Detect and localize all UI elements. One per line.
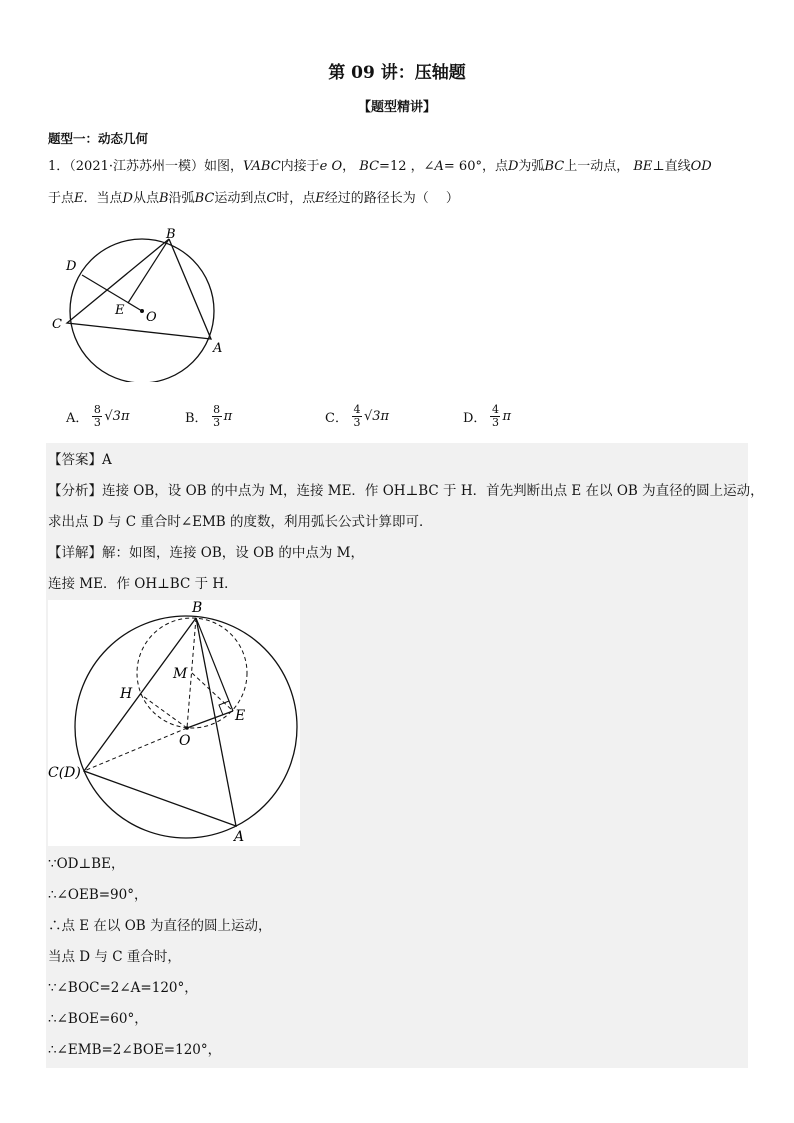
- label-a-2: A: [234, 829, 245, 845]
- point-o: [185, 726, 189, 730]
- step-6: ∴∠BOE=60°，: [48, 1011, 148, 1027]
- detail-line-2: 连接 ME．作 OH⊥BC 于 H．: [48, 576, 238, 592]
- label-d: D: [66, 259, 77, 274]
- line-oe: [187, 711, 233, 728]
- line-oh-dashed: [140, 694, 187, 728]
- label-e-2: E: [235, 708, 246, 724]
- analysis-line-2: 求出点 D 与 C 重合时∠EMB 的度数，利用弧长公式计算即可．: [48, 514, 433, 530]
- figure-solution-diagram: [48, 600, 300, 846]
- line-be: [128, 239, 169, 303]
- label-o: O: [146, 310, 157, 325]
- step-4: 当点 D 与 C 重合时，: [48, 949, 181, 965]
- label-e: E: [115, 303, 125, 318]
- step-7: ∴∠EMB=2∠BOE=120°，: [48, 1042, 222, 1058]
- label-b: B: [166, 227, 176, 242]
- line-ob-dashed: [187, 618, 196, 728]
- step-3: ∴点 E 在以 OB 为直径的圆上运动，: [48, 918, 272, 934]
- label-h: H: [120, 686, 133, 702]
- figure-2-frame: [48, 600, 300, 846]
- detail-line-1: 【详解】解：如图，连接 OB，设 OB 的中点为 M，: [48, 545, 364, 561]
- label-c: C: [52, 317, 62, 332]
- label-cd: C(D): [48, 765, 81, 781]
- label-m: M: [173, 666, 188, 682]
- line-be-2: [196, 618, 233, 711]
- page-title: 第 09 讲：压轴题: [328, 63, 466, 83]
- label-a: A: [213, 341, 223, 356]
- option-b[interactable]: B． $\frac{8}{3}$ π: [185, 403, 233, 429]
- analysis-line-1: 【分析】连接 OB，设 OB 的中点为 M，连接 ME．作 OH⊥BC 于 H．首先判断出点 E 在以 OB 为直径的圆上运动，: [48, 483, 764, 499]
- step-2: ∴∠OEB=90°，: [48, 887, 148, 903]
- label-o-2: O: [179, 733, 191, 749]
- line-do: [82, 275, 142, 311]
- step-1: ∵OD⊥BE，: [48, 856, 125, 872]
- question-line-1: 1．（2021·江苏苏州一模）如图，VABC内接于e O， BC=12 ，∠A= 60°，点D为弧BC上一动点， BE⊥直线OD: [48, 159, 712, 174]
- section-subtitle: 【题型精讲】: [357, 100, 436, 115]
- option-c[interactable]: C． $\frac{4}{3}$ √3π: [325, 403, 390, 429]
- triangle-abc: [67, 239, 211, 339]
- answer-line: 【答案】A: [48, 452, 112, 468]
- option-a[interactable]: A． $\frac{8}{3}$ √3π: [66, 403, 130, 429]
- figure-circle-triangle: [48, 222, 228, 382]
- label-b-2: B: [192, 600, 203, 616]
- center-point-o: [140, 309, 144, 313]
- question-line-2: 于点E．当点D从点B沿弧BC运动到点C时，点E经过的路径长为（ ）: [48, 191, 459, 206]
- question-type-heading: 题型一：动态几何: [48, 131, 149, 146]
- step-5: ∵∠BOC=2∠A=120°，: [48, 980, 198, 996]
- option-d[interactable]: D． $\frac{4}{3}$ π: [463, 403, 511, 429]
